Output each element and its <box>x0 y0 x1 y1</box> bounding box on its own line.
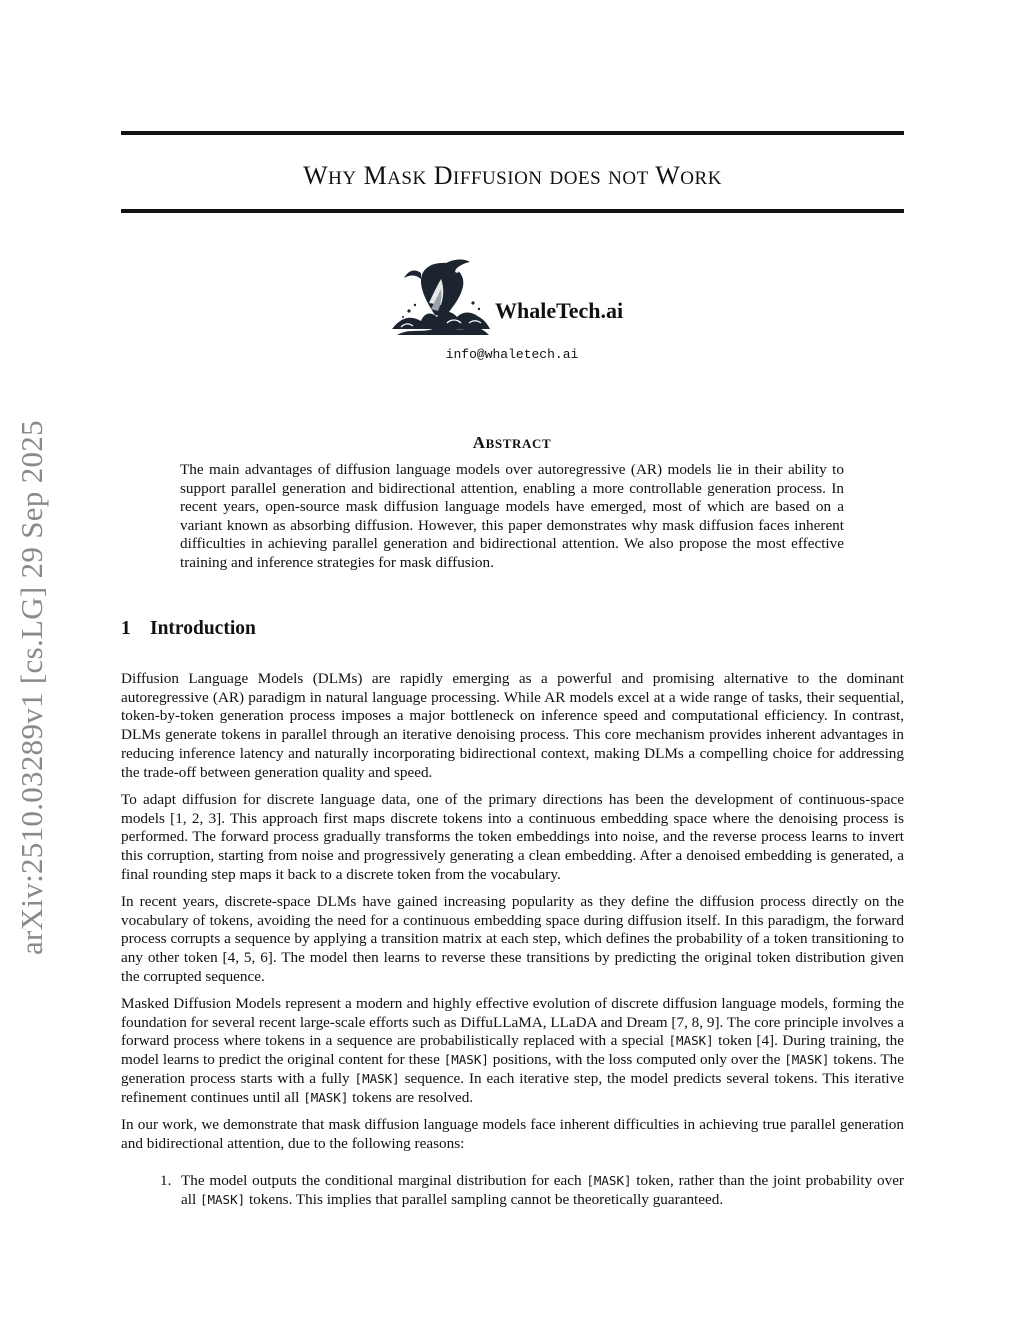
author-email: info@whaletech.ai <box>445 347 579 362</box>
whale-logo-icon <box>391 253 491 339</box>
paragraph: In recent years, discrete-space DLMs have gained increasing popularity as they define the diffusion process directly on the vocabulary of tokens, avoiding the need for a continuous embedding space during diffusion itself. In this paradigm, the forward process corrupts a sequence by applying a transition matrix at each step, which defines the probability of a token transitioning to any other token [4, 5, 6]. The model then learns to reverse these transitions by predicting the original token distribution given the corrupted sequence. <box>121 892 904 985</box>
section-heading: 1 Introduction <box>121 618 256 639</box>
paragraph: In our work, we demonstrate that mask diffusion language models face inherent difficulties in achieving true parallel generation and bidirectional attention, due to the following reasons: <box>121 1115 904 1152</box>
mask-token: [MASK] <box>303 1089 349 1105</box>
mask-token: [MASK] <box>668 1033 714 1049</box>
organization-name: WhaleTech.ai <box>495 298 624 323</box>
abstract-text: The main advantages of diffusion language models over autoregressive (AR) models lie in their ability to support parallel generation and bidirectional attention, enabling a more controllable generation process. In recent years, open-source mask diffusion language models have emerged, most of which are based on a variant known as absorbing diffusion. However, this paper demonstrates why mask diffusion faces inherent difficulties in achieving parallel generation and bidirectional attention. We also propose the most effective training and inference strategies for mask diffusion. <box>180 461 844 571</box>
arxiv-side-stamp: arXiv:2510.03289v1 [cs.LG] 29 Sep 2025 <box>14 420 49 955</box>
paper-title: WHY MASK DIFFUSION DOES NOT WORK <box>303 161 722 190</box>
paragraph: Masked Diffusion Models represent a modern and highly effective evolution of discrete diffusion language models, forming the foundation for several recent large-scale efforts such as DiffuLLaMA, LLaDA and Dream [7, 8, 9]. The core principle involves a forward process where tokens in a sequence are probabilistically replaced with a special [MASK] token [4]. During training, the model learns to predict the original content for these [MASK] positions, with the loss computed only over the [MASK] tokens. The generation process starts with a fully [MASK] sequence. In each iterative step, the model predicts several tokens. This iterative refinement continues until all [MASK] tokens are resolved. <box>121 995 904 1106</box>
numbered-list <box>160 1172 904 1209</box>
abstract-heading: ABSTRACT <box>472 433 552 452</box>
list-item: 1. The model outputs the conditional marginal distribution for each [MASK] token, rather than the joint probability over all [MASK] tokens. This implies that parallel sampling cannot be theoretically guaranteed. <box>160 1172 904 1208</box>
mask-token: [MASK] <box>784 1052 830 1068</box>
top-rule <box>121 131 904 135</box>
paragraph: To adapt diffusion for discrete language data, one of the primary directions has been the development of continuous-space models [1, 2, 3]. This approach first maps discrete tokens into a continuous embedding space where the denoising process is performed. The forward process gradually transforms the token embeddings into noise, and the reverse process learns to invert this corruption, starting from noise and progressively generating a clean embedding. After a denoised embedding is generated, a final rounding step maps it back to a discrete token from the vocabulary. <box>121 790 904 883</box>
list-item-text: The model outputs the conditional marginal distribution for each [MASK] token, rather than the joint probability over all [MASK] tokens. This implies that parallel sampling cannot be theoretically guaranteed. <box>181 1172 904 1208</box>
mask-token: [MASK] <box>586 1173 632 1188</box>
title-bottom-rule <box>121 209 904 213</box>
section-body <box>121 670 904 1162</box>
paragraph: Diffusion Language Models (DLMs) are rapidly emerging as a powerful and promising alternative to the dominant autoregressive (AR) paradigm in natural language processing. While AR models excel at a wide range of tasks, their sequential, token-by-token generation process imposes a major bottleneck on inference speed and computational efficiency. In contrast, DLMs generate tokens in parallel through an iterative denoising process. This core mechanism provides inherent advantages in reducing inference latency and naturally incorporating bidirectional context, making DLMs a compelling choice for addressing the trade-off between generation quality and speed. <box>121 670 904 781</box>
mask-token: [MASK] <box>443 1052 489 1068</box>
mask-token: [MASK] <box>354 1070 400 1086</box>
mask-token: [MASK] <box>199 1191 246 1207</box>
